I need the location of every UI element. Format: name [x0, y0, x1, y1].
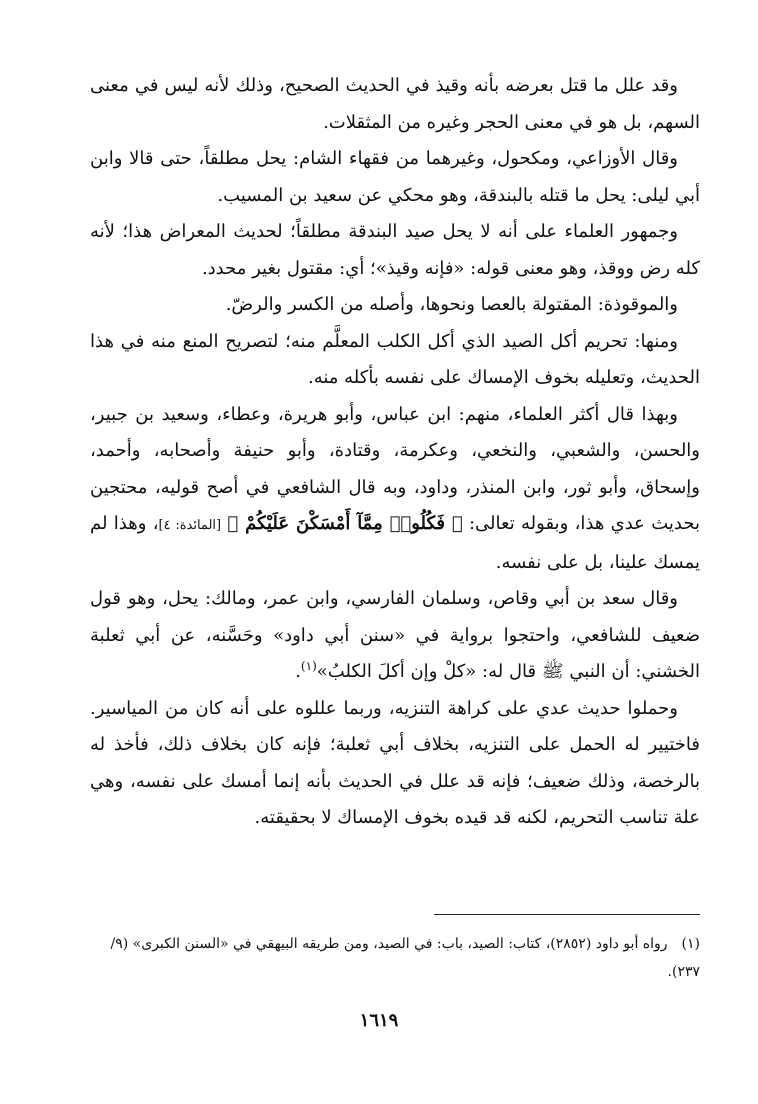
verse-reference: [المائدة: ٤] [158, 518, 222, 533]
paragraph-3: وجمهور العلماء على أنه لا يحل صيد البندقة مطلقاً؛ لحديث المعراض هذا؛ لأنه كله رض ووقذ، وهو معنى قوله: «فإنه وقيذ»؛ أي: مقتول بغير محدد. [90, 221, 700, 279]
paragraph-6-end: ، وهذا لم يمسك علينا، بل على نفسه. [90, 513, 700, 573]
paragraph-8: وحملوا حديث عدي على كراهة التنزيه، وربما عللوه على أنه كان من المياسير. فاختيير له الحمل على التنزيه، بخلاف أبي ثعلبة؛ فإنه كان بخلاف ذلك، فأخذ له بالرخصة، وذلك ضعيف؛ فإنه قد علل في الحديث بأنه إنما أمسك على نفسه، وهي علة تناسب التحريم، لكنه قد قيده بخوف الإمساك لا بحقيقته. [90, 697, 700, 828]
footnote-text: رواه أبو داود (٢٨٥٢)، كتاب: الصيد، باب: في الصيد، ومن طريقه البيهقي في «السنن الكبرى» (٩/ ٢٣٧). [110, 936, 700, 980]
paragraph-5: ومنها: تحريم أكل الصيد الذي أكل الكلب المعلَّم منه؛ لتصريح المنع منه في هذا الحديث، وتعليله بخوف الإمساك على نفسه بأكله منه. [90, 330, 700, 388]
paragraph-4: والموقوذة: المقتولة بالعصا ونحوها، وأصله من الكسر والرضّ. [225, 294, 678, 315]
main-text [90, 68, 700, 837]
paragraph-2: وقال الأوزاعي، ومكحول، وغيرهما من فقهاء الشام: يحل مطلقاً، حتى قالا وابن أبي ليلى: يحل ما قتله بالبندقة، وهو محكي عن سعيد بن المسيب. [90, 148, 700, 206]
footnote-divider [434, 914, 700, 915]
paragraph-1: وقد علل ما قتل بعرضه بأنه وقيذ في الحديث الصحيح، وذلك لأنه ليس في معنى السهم، بل هو في معنى الحجر وغيره من المثقلات. [90, 75, 700, 133]
paragraph-7-end: . [295, 661, 301, 682]
quran-verse: ﴿ فَكُلُوا۟ مِمَّآ أَمْسَكْنَ عَلَيْكُمْ ﴾ [227, 513, 463, 534]
paragraph-7-text: وقال سعد بن أبي وقاص، وسلمان الفارسي، وابن عمر، ومالك: يحل، وهو قول ضعيف للشافعي، واحتجوا برواية في «سنن أبي داود» وحَسَّنه، عن أبي ثعلبة الخشني: أن النبي ﷺ قال له: «كلْ وإن أكلَ الكلبُ» [90, 588, 700, 682]
footnotes [90, 930, 700, 986]
paragraph-7 [90, 581, 700, 691]
page-number: ١٦١٩ [359, 1010, 399, 1031]
footnote-number: (١) [681, 936, 700, 952]
footnote-marker[interactable]: (١) [300, 659, 317, 673]
paragraph-6-text: وبهذا قال أكثر العلماء، منهم: ابن عباس، وأبو هريرة، وعطاء، وسعيد بن جبير، والحسن، والشعبي، والنخعي، وعكرمة، وقتادة، وأبو حنيفة وأصحابه، وأحمد، وإسحاق، وأبو ثور، وابن المنذر، وداود، وبه قال الشافعي في أصح قوليه، محتجين بحديث عدي هذا، وبقوله تعالى: [90, 403, 700, 534]
paragraph-6 [90, 397, 700, 582]
